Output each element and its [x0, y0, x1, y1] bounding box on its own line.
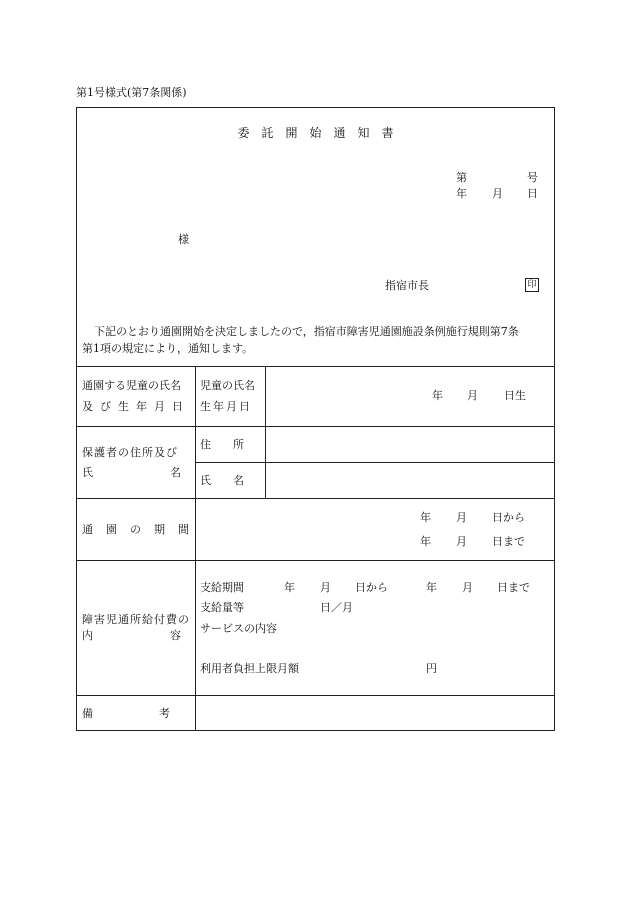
- benefit-amount-unit: 日／月: [320, 601, 353, 614]
- guardian-label-line2: 氏 名: [82, 466, 181, 479]
- child-birth-year: 年: [432, 389, 443, 402]
- guardian-label-line1: 保護者の住所及び: [82, 446, 178, 459]
- period-to-month: 月: [456, 535, 467, 548]
- child-birth-month: 月: [467, 389, 478, 402]
- child-birthdate-sublabel: 生年月日: [200, 400, 252, 413]
- document-title: 委 託 開 始 通 知 書: [237, 126, 394, 140]
- period-from-day: 日から: [492, 511, 525, 524]
- issuer-label: 指宿市長: [385, 279, 429, 292]
- child-birth-day: 日生: [504, 389, 526, 402]
- doc-number-dai: 第: [456, 171, 467, 184]
- form-reference: 第1号様式(第7条関係): [76, 86, 187, 99]
- doc-date-month: 月: [492, 187, 503, 200]
- row-rule-benefit: [76, 695, 555, 696]
- benefit-period-day2: 日まで: [497, 581, 530, 594]
- benefit-amount-label: 支給量等: [200, 601, 244, 614]
- row-rule-guardian: [76, 498, 555, 499]
- row-rule-period: [76, 560, 555, 561]
- child-name-sublabel: 児童の氏名: [200, 379, 255, 392]
- guardian-address-label: 住 所: [200, 438, 244, 451]
- doc-number-go: 号: [527, 171, 538, 184]
- benefit-label-line1: 障害児通所給付費の: [82, 613, 190, 626]
- benefit-period-day1: 日から: [355, 581, 388, 594]
- benefit-service-label: サービスの内容: [200, 622, 277, 635]
- doc-date-day: 日: [527, 187, 538, 200]
- doc-date-year: 年: [456, 187, 467, 200]
- guardian-name-label: 氏 名: [200, 474, 244, 487]
- benefit-label-line2: 内 容: [82, 629, 181, 642]
- benefit-period-month1: 月: [320, 581, 331, 594]
- period-label: 通 園 の 期 間: [82, 523, 190, 536]
- period-to-year: 年: [420, 535, 431, 548]
- child-label-line1: 通園する児童の氏名: [82, 379, 181, 392]
- seal-mark: 印: [525, 278, 539, 292]
- benefit-period-year2: 年: [426, 581, 437, 594]
- benefit-limit-label: 利用者負担上限月額: [200, 662, 299, 675]
- benefit-period-label: 支給期間: [200, 581, 244, 594]
- recipient-suffix: 様: [178, 233, 189, 246]
- remarks-label: 備 考: [82, 707, 170, 720]
- row-rule-child: [76, 426, 555, 427]
- benefit-period-year1: 年: [284, 581, 295, 594]
- label-column-rule: [195, 366, 196, 731]
- period-from-month: 月: [456, 511, 467, 524]
- period-to-day: 日まで: [492, 535, 525, 548]
- row-rule-guardian-split: [195, 462, 555, 463]
- benefit-period-month2: 月: [462, 581, 473, 594]
- table-top-rule: [76, 366, 555, 367]
- benefit-yen-unit: 円: [426, 662, 437, 675]
- sublabel-column-rule: [265, 366, 266, 498]
- body-text-line1: 下記のとおり通園開始を決定しましたので，指宿市障害児通園施設条例施行規則第7条: [94, 325, 519, 338]
- body-text-line2: 第1項の規定により，通知します。: [82, 342, 254, 355]
- child-label-line2: 及び生年月日: [82, 400, 190, 413]
- period-from-year: 年: [420, 511, 431, 524]
